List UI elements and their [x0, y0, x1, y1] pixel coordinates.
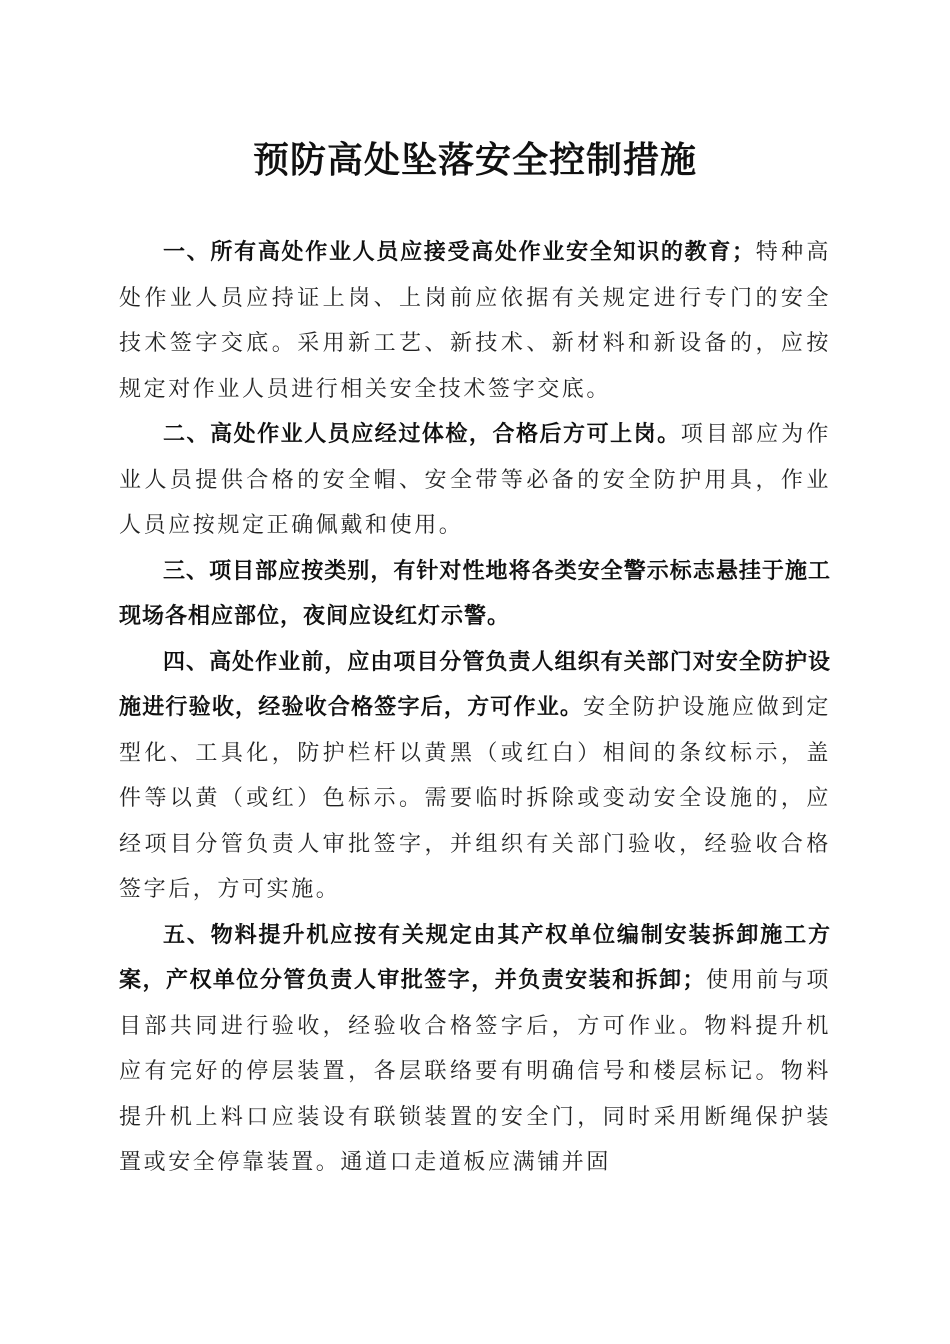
paragraph-5-text: 使用前与项目部共同进行验收，经验收合格签字后，方可作业。物料提升机应有完好的停层装置，各层联络要有明确信号和楼层标记。物料提升机上料口应装设有联锁装置的安全门，同时采用断绳保护装置或安全停靠装置。通道口走道板应满铺并固	[119, 968, 831, 1175]
paragraph-2-lead: 二、高处作业人员应经过体检，合格后方可上岗。	[163, 422, 681, 447]
paragraph-2	[119, 412, 831, 549]
paragraph-2-text: 项目部应为作业人员提供合格的安全帽、安全带等必备的安全防护用具，作业人员应按规定正确佩戴和使用。	[119, 422, 831, 538]
document-title: 预防高处坠落安全控制措施	[252, 139, 697, 181]
paragraph-1-lead: 一、所有高处作业人员应接受高处作业安全知识的教育；	[163, 240, 756, 265]
paragraph-5-lead: 五、物料提升机应按有关规定由其产权单位编制安装拆卸施工方案，产权单位分管负责人审批签字，并负责安装和拆卸；	[119, 922, 831, 993]
paragraph-3-lead: 三、项目部应按类别，有针对性地将各类安全警示标志悬挂于施工现场各相应部位，夜间应设红灯示警。	[119, 558, 831, 629]
document-body	[119, 230, 831, 1186]
paragraph-5	[119, 913, 831, 1186]
paragraph-4-text: 安全防护设施应做到定型化、工具化，防护栏杆以黄黑（或红白）相间的条纹标示，盖件等以黄（或红）色标示。需要临时拆除或变动安全设施的，应经项目分管负责人审批签字，并组织有关部门验收，经验收合格签字后，方可实施。	[119, 695, 831, 902]
paragraph-1	[119, 230, 831, 412]
paragraph-4-lead: 四、高处作业前，应由项目分管负责人组织有关部门对安全防护设施进行验收，经验收合格签字后，方可作业。	[119, 649, 831, 720]
paragraph-4	[119, 640, 831, 913]
paragraph-1-text: 特种高处作业人员应持证上岗、上岗前应依据有关规定进行专门的安全技术签字交底。采用新工艺、新技术、新材料和新设备的，应按规定对作业人员进行相关安全技术签字交底。	[119, 240, 831, 402]
paragraph-3	[119, 549, 831, 640]
